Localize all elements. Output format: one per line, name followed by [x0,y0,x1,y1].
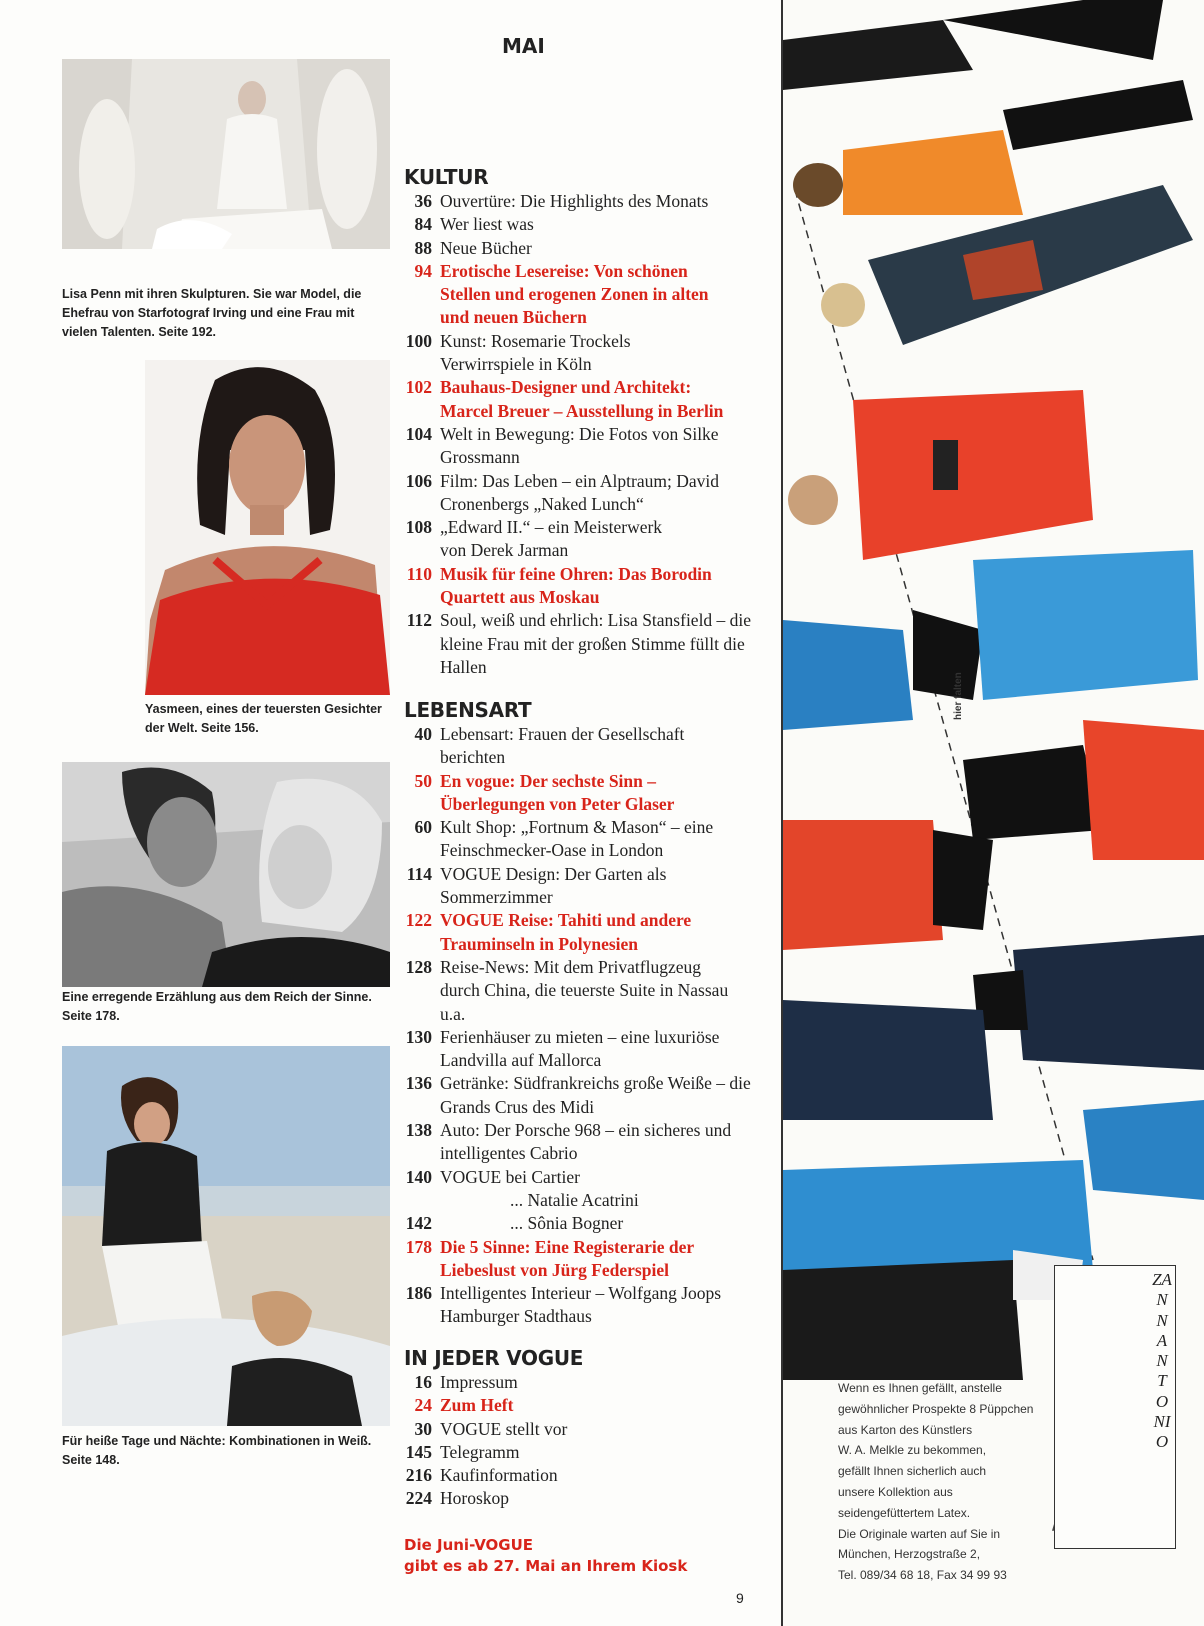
ad-copy-line: Tel. 089/34 68 18, Fax 34 99 93 [838,1568,1007,1583]
caption-lisa-penn: Lisa Penn mit ihren Skulpturen. Sie war Model, die Ehefrau von Starfotograf Irving und eine Frau mit vielen Talenten. Seite 192. [62,287,362,339]
toc-entry[interactable]: 186 Intelligentes Interieur – Wolfgang Joops Hamburger Stadthaus [405,1283,722,1327]
section-heading-jeder-vogue: IN JEDER VOGUE [404,1346,584,1370]
toc-entry[interactable]: 136 Getränke: Südfrankreichs große Weiße – die Grands Crus des Midi [405,1073,751,1117]
fold-label: hier falten [953,672,964,720]
toc-entry[interactable]: 138 Auto: Der Porsche 968 – ein sicheres und intelligentes Cabrio [405,1120,732,1164]
caption-white-outfits: Für heiße Tage und Nächte: Kombinationen in Weiß. Seite 148. [62,1434,372,1467]
toc-entry[interactable]: 16 Impressum [414,1372,518,1392]
toc-entry-highlight[interactable]: 94 Erotische Lesereise: Von schönen Stellen und erogenen Zonen in alten und neuen Büchern [414,260,709,328]
caption-yasmeen: Yasmeen, eines der teuersten Gesichter der Welt. Seite 156. [145,702,382,735]
toc-entry-highlight[interactable]: 102 Bauhaus-Designer und Architekt: Marcel Breuer – Ausstellung in Berlin [405,377,724,421]
toc-entry-highlight[interactable]: 110 Musik für feine Ohren: Das Borodin Quartett aus Moskau [406,563,712,608]
ad-copy-line: München, Herzogstraße 2, [838,1547,981,1562]
page-number: 9 [736,1590,744,1606]
caption-embrace: Eine erregende Erzählung aus dem Reich der Sinne. Seite 178. [62,990,372,1023]
photo-lisa-penn [62,59,390,249]
section-heading-kultur: KULTUR [404,165,489,189]
toc-entry[interactable]: 114 VOGUE Design: Der Garten als Sommerzimmer [406,863,667,908]
toc-entry-highlight[interactable]: 178 Die 5 Sinne: Eine Registerarie der Liebeslust von Jürg Federspiel [405,1236,694,1280]
ad-copy-line: W. A. Melkle zu bekommen, [838,1443,987,1458]
ad-copy-line: gewöhnlicher Prospekte 8 Püppchen [838,1401,1034,1416]
toc-entry[interactable]: 106 Film: Das Leben – ein Alptraum; David Cronenbergs „Naked Lunch“ [405,470,719,514]
toc-entry[interactable]: 30 VOGUE stellt vor [414,1418,568,1439]
photo-embrace [62,762,390,987]
next-issue-line-2: gibt es ab 27. Mai an Ihrem Kiosk [404,1557,688,1575]
ad-copy-line: unsere Kollektion aus [838,1484,953,1499]
toc-entry[interactable]: 142 ... Sônia Bogner [405,1213,624,1234]
toc-entry[interactable]: 216 Kaufinformation [405,1465,558,1486]
toc-entry-highlight[interactable]: 50 En vogue: Der sechste Sinn – Überlegungen von Peter Glaser [414,770,675,814]
toc-entry[interactable]: 108 „Edward II.“ – ein Meisterwerk von Derek Jarman [405,517,663,561]
toc-entry[interactable]: 145 Telegramm [405,1441,520,1462]
ad-copy-line: seidengefüttertem Latex. [838,1505,971,1520]
toc-entry-highlight[interactable]: 24 Zum Heft [414,1395,514,1416]
toc-entry[interactable]: 60 Kult Shop: „Fortnum & Mason“ – eine Feinschmecker-Oase in London [414,817,714,861]
toc-entry[interactable]: 130 Ferienhäuser zu mieten – eine luxuriöse Landvilla auf Mallorca [405,1026,720,1071]
photo-yasmeen [145,360,390,695]
toc-entry[interactable]: 88 Neue Bücher [414,237,532,258]
month-heading: MAI [502,34,545,58]
ad-copy-line: aus Karton des Künstlers [838,1422,973,1437]
toc-jeder-vogue [404,1346,776,1511]
section-heading-lebensart: LEBENSART [404,698,532,722]
toc-entry[interactable]: 224 Horoskop [405,1488,510,1509]
photo-white-outfits [62,1046,390,1426]
toc-entry-highlight[interactable]: 122 VOGUE Reise: Tahiti und andere Trauminseln in Polynesien [405,910,692,954]
next-issue-note [404,1535,687,1577]
toc-entry[interactable]: 40 Lebensart: Frauen der Gesellschaft berichten [414,724,685,768]
next-issue-line-1: Die Juni-VOGUE [404,1536,534,1554]
toc-entry[interactable]: 140 VOGUE bei Cartier [405,1166,580,1187]
toc-entry[interactable]: 128 Reise-News: Mit dem Privatflugzeug durch China, die teuerste Suite in Nassau u.a. [405,956,729,1024]
toc-entry[interactable]: 84 Wer liest was [414,214,534,235]
ad-copy-line: Wenn es Ihnen gefällt, anstelle [838,1381,1002,1395]
ad-copy-line: Die Originale warten auf Sie in [838,1526,1001,1541]
toc-entry[interactable]: 100 Kunst: Rosemarie Trockels Verwirrspiele in Köln [405,330,631,375]
ad-copy [838,1378,1058,1586]
toc-lebensart [404,698,776,1329]
ad-copy-line: gefällt Ihnen sicherlich auch [838,1464,987,1479]
toc-entry[interactable]: 112 Soul, weiß und ehrlich: Lisa Stansfield – die kleine Frau mit der großen Stimme füllt die Hallen [406,610,752,677]
toc-entry[interactable]: 36 Ouvertüre: Die Highlights des Monats [414,191,709,211]
toc-entry[interactable]: ... Natalie Acatrini [510,1189,639,1210]
toc-entry[interactable]: 104 Welt in Bewegung: Die Fotos von Silke Grossmann [405,423,719,468]
toc-kultur [404,165,776,679]
artist-signature: ZANNANTONIO [1152,1270,1172,1452]
